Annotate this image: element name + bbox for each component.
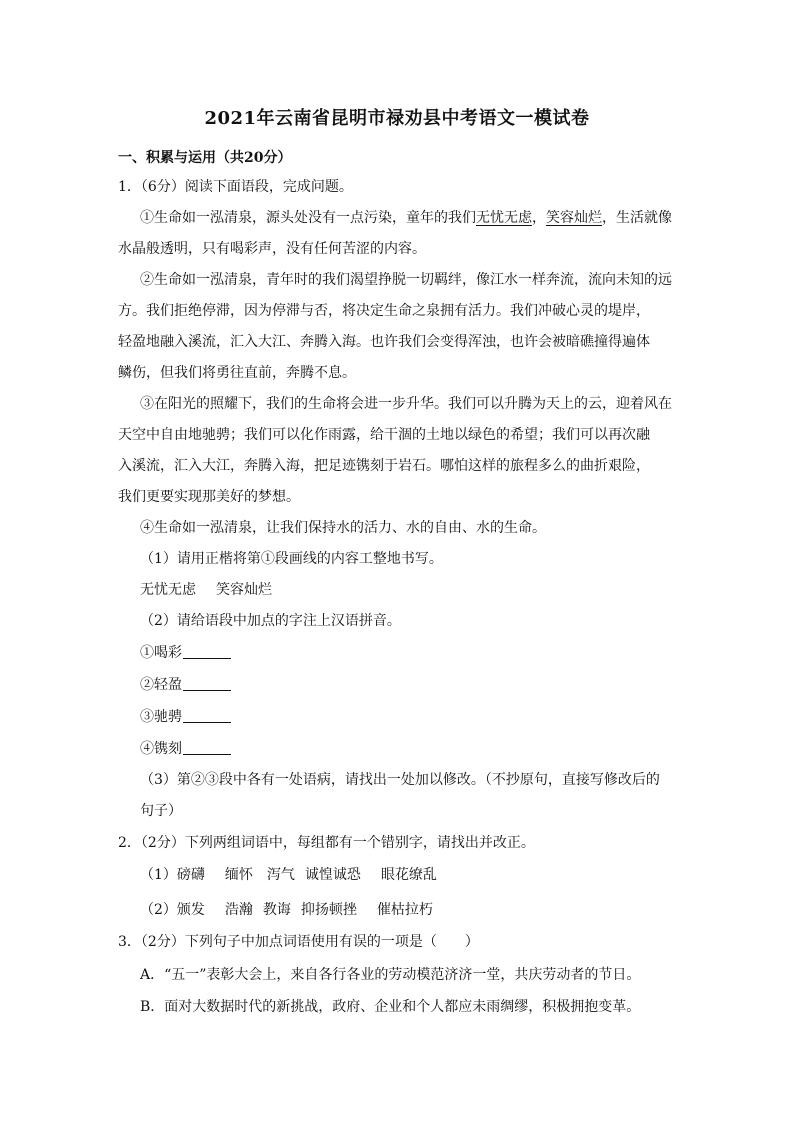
text-span: ①生命如一泓清泉，源头处没有一点污染，童年的我们 xyxy=(140,210,476,226)
question-3-stem: 3．（2分）下列句子中加点词语使用有误的一项是（ ） xyxy=(118,934,479,950)
word: 眼花缭乱 xyxy=(380,867,437,883)
answer-blank[interactable] xyxy=(183,708,231,723)
paragraph-2-line-3: 轻盈地融入溪流，汇入大江、奔腾入海。也许我们会变得浑浊，也许会被暗礁撞得遍体 xyxy=(118,334,650,350)
section-heading: 一、积累与运用（共20分） xyxy=(118,150,292,166)
answer-blank[interactable] xyxy=(183,740,231,755)
word: 抑扬顿挫 xyxy=(300,902,357,918)
paragraph-1-line-2: 水晶般透明，只有喝彩声，没有任何苦涩的内容。 xyxy=(118,241,426,257)
sub-question-3-line-2: 句子） xyxy=(140,803,182,819)
word: （2）颁发 xyxy=(140,902,205,918)
sub-question-1-words xyxy=(140,581,272,599)
underlined-phrase: 无忧无虑 xyxy=(476,210,532,226)
sub-question-3-line-1: （3）第②③段中各有一处语病，请找出一处加以修改。（不抄原句，直接写修改后的 xyxy=(140,772,660,788)
pinyin-item xyxy=(140,740,231,758)
question-1-stem: 1．（6分）阅读下面语段，完成问题。 xyxy=(118,179,353,195)
word-group-2 xyxy=(140,901,433,919)
answer-blank[interactable] xyxy=(183,676,231,691)
paragraph-3-line-2: 天空中自由地驰骋；我们可以化作雨露，给干涸的土地以绿色的希望；我们可以再次融 xyxy=(118,427,650,443)
handwriting-word: 笑容灿烂 xyxy=(216,582,272,598)
option-a: A．“五一”表彰大会上，来自各行各业的劳动模范济济一堂，共庆劳动者的节日。 xyxy=(140,967,641,983)
word: 诚惶诚恐 xyxy=(304,867,361,883)
paragraph-2-line-1: ②生命如一泓清泉，青年时的我们渴望挣脱一切羁绊，像江水一样奔流，流向未知的远 xyxy=(140,272,672,288)
word: 缅怀 xyxy=(224,867,253,883)
word: 催枯拉朽 xyxy=(376,902,433,918)
word: 浩瀚 xyxy=(224,902,253,918)
pinyin-item xyxy=(140,676,231,694)
pinyin-word: ④镌刻 xyxy=(140,741,182,757)
paragraph-2-line-2: 方。我们拒绝停滞，因为停滞与否，将决定生命之泉拥有活力。我们冲破心灵的堤岸， xyxy=(118,303,650,319)
paragraph-2-line-4: 鳞伤，但我们将勇往直前，奔腾不息。 xyxy=(118,365,356,381)
paragraph-3-line-3: 入溪流，汇入大江，奔腾入海，把足迹镌刻于岩石。哪怕这样的旅程多么的曲折艰险， xyxy=(118,458,650,474)
pinyin-item xyxy=(140,644,231,662)
answer-blank[interactable] xyxy=(183,644,231,659)
document-title: 2021年云南省昆明市禄劝县中考语文一模试卷 xyxy=(204,108,590,129)
sub-question-2: （2）请给语段中加点的字注上汉语拼音。 xyxy=(140,613,401,629)
pinyin-word: ①喝彩 xyxy=(140,645,182,661)
paragraph-1-line-1 xyxy=(140,209,672,227)
option-b: B．面对大数据时代的新挑战，政府、企业和个人都应未雨绸缪，积极拥抱变革。 xyxy=(140,999,641,1015)
word: 教诲 xyxy=(262,902,291,918)
text-span: ，生活就像 xyxy=(602,210,672,226)
text-span: ， xyxy=(532,210,546,226)
sub-question-1: （1）请用正楷将第①段画线的内容工整地书写。 xyxy=(140,551,443,567)
underlined-phrase: 笑容灿烂 xyxy=(546,210,602,226)
word-group-1 xyxy=(140,866,437,884)
word: 泻气 xyxy=(266,867,295,883)
handwriting-word: 无忧无虑 xyxy=(140,582,196,598)
question-2-stem: 2．（2分）下列两组词语中，每组都有一个错别字，请找出并改正。 xyxy=(118,835,535,851)
pinyin-item xyxy=(140,708,231,726)
word: （1）磅礴 xyxy=(140,867,205,883)
pinyin-word: ②轻盈 xyxy=(140,677,182,693)
paragraph-3-line-1: ③在阳光的照耀下，我们的生命将会进一步升华。我们可以升腾为天上的云，迎着风在 xyxy=(140,396,672,412)
paragraph-3-line-4: 我们更要实现那美好的梦想。 xyxy=(118,489,300,505)
pinyin-word: ③驰骋 xyxy=(140,709,182,725)
paragraph-4: ④生命如一泓清泉，让我们保持水的活力、水的自由、水的生命。 xyxy=(140,520,546,536)
